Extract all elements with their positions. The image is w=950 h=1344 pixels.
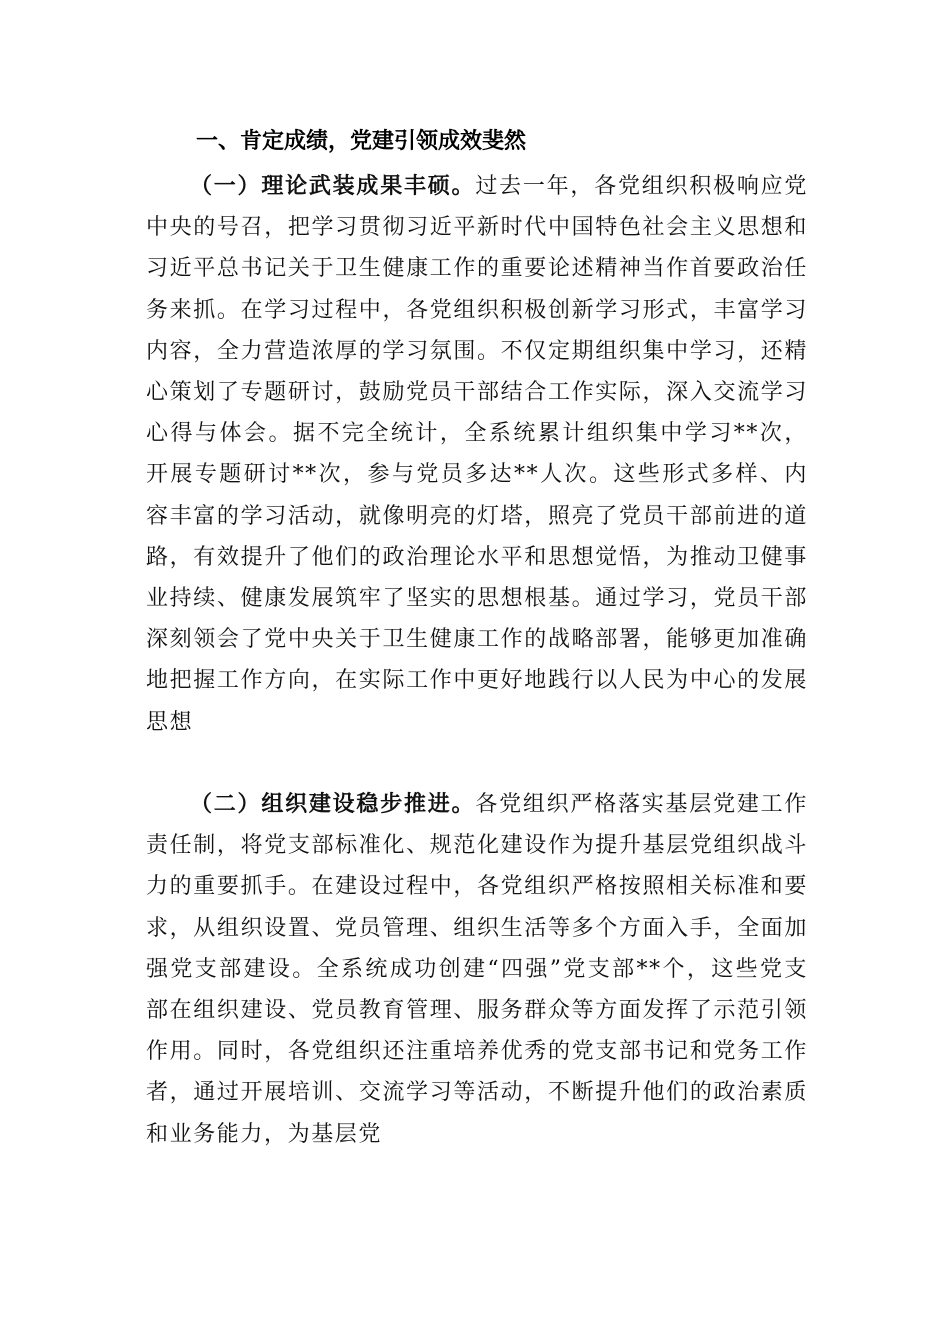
paragraph-theory [146, 166, 808, 743]
paragraph-body: 各党组织严格落实基层党建工作责任制，将党支部标准化、规范化建设作为提升基层党组织战斗力的重要抓手。在建设过程中，各党组织严格按照相关标准和要求，从组织设置、党员管理、组织生活等多个方面入手，全面加强党支部建设。全系统成功创建“四强”党支部**个，这些党支部在组织建设、党员教育管理、服务群众等方面发挥了示范引领作用。同时，各党组织还注重培养优秀的党支部书记和党务工作者，通过开展培训、交流学习等活动，不断提升他们的政治素质和业务能力，为基层党 [146, 792, 808, 1147]
paragraph-organization [146, 784, 808, 1155]
paragraph-lead: （一）理论武装成果丰硕。 [190, 174, 476, 199]
paragraph-lead: （二）组织建设稳步推进。 [190, 792, 476, 817]
section-heading: 一、肯定成绩，党建引领成效斐然 [196, 129, 527, 154]
paragraph-body: 过去一年，各党组织积极响应党中央的号召，把学习贯彻习近平新时代中国特色社会主义思想和习近平总书记关于卫生健康工作的重要论述精神当作首要政治任务来抓。在学习过程中，各党组织积极创新学习形式，丰富学习内容，全力营造浓厚的学习氛围。不仅定期组织集中学习，还精心策划了专题研讨，鼓励党员干部结合工作实际，深入交流学习心得与体会。据不完全统计，全系统累计组织集中学习**次，开展专题研讨**次，参与党员多达**人次。这些形式多样、内容丰富的学习活动，就像明亮的灯塔，照亮了党员干部前进的道路，有效提升了他们的政治理论水平和思想觉悟，为推动卫健事业持续、健康发展筑牢了坚实的思想根基。通过学习，党员干部深刻领会了党中央关于卫生健康工作的战略部署，能够更加准确地把握工作方向，在实际工作中更好地践行以人民为中心的发展思想 [146, 174, 808, 735]
